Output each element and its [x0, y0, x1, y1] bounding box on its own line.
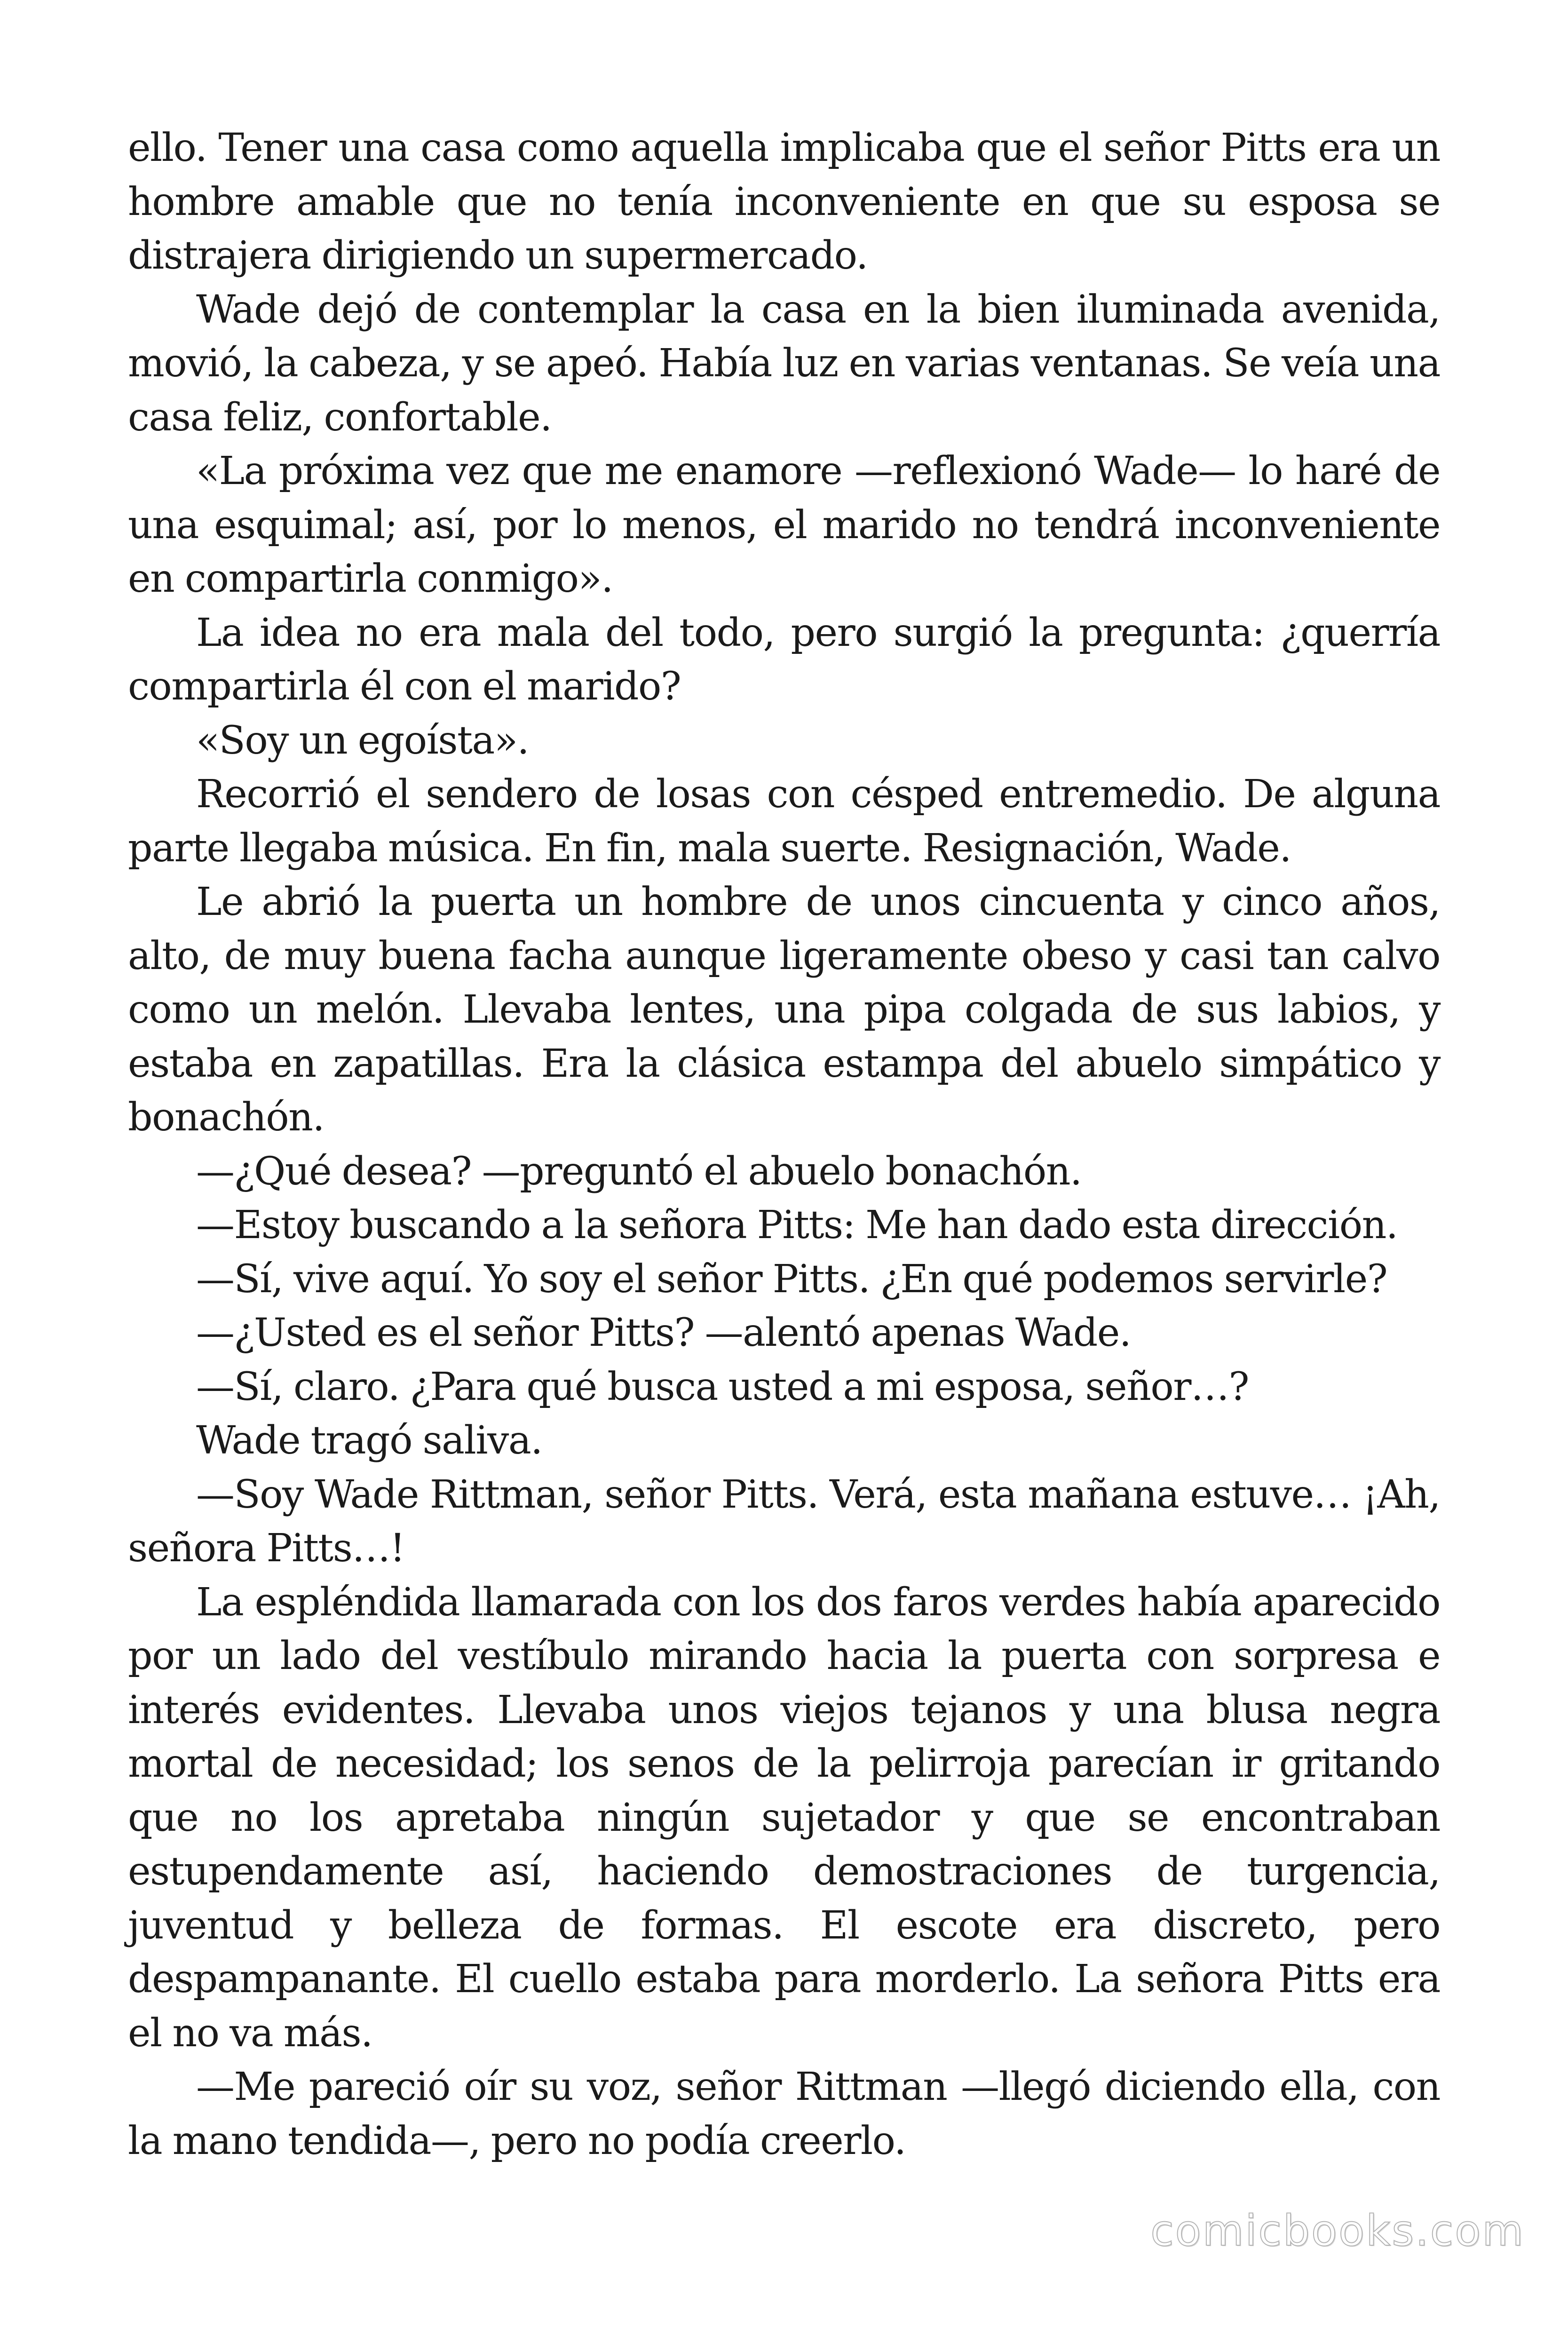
paragraph: —Sí, claro. ¿Para qué busca usted a mi esposa, señor…?	[196, 1364, 1249, 1409]
paragraph: —Estoy buscando a la señora Pitts: Me han dado esta dirección.	[196, 1203, 1398, 1248]
paragraph: Wade dejó de contemplar la casa en la bien iluminada avenida, movió, la cabeza, y se apeó. Había luz en varias ventanas. Se veía una casa feliz, confortable.	[128, 287, 1440, 440]
paragraph: «La próxima vez que me enamore —reflexionó Wade— lo haré de una esquimal; así, por lo menos, el marido no tendrá inconveniente en compartirla conmigo».	[128, 449, 1440, 601]
paragraph: Recorrió el sendero de losas con césped entremedio. De alguna parte llegaba música. En fin, mala suerte. Resignación, Wade.	[128, 772, 1440, 871]
paragraph: —¿Qué desea? —preguntó el abuelo bonachón.	[196, 1149, 1082, 1194]
watermark: comicbooks.com	[1150, 2206, 1525, 2256]
body-text	[128, 121, 1440, 2168]
paragraph: —Soy Wade Rittman, señor Pitts. Verá, esta mañana estuve… ¡Ah, señora Pitts…!	[128, 1472, 1440, 1571]
paragraph: —¿Usted es el señor Pitts? —alentó apenas Wade.	[196, 1311, 1131, 1355]
paragraph: —Sí, vive aquí. Yo soy el señor Pitts. ¿En qué podemos servirle?	[196, 1256, 1387, 1302]
paragraph: Le abrió la puerta un hombre de unos cincuenta y cinco años, alto, de muy buena facha aunque ligeramente obeso y casi tan calvo como un melón. Llevaba lentes, una pipa colgada de sus labios, y estaba en zapatillas. Era la clásica estampa del abuelo simpático y bonachón.	[128, 880, 1440, 1140]
paragraph: —Me pareció oír su voz, señor Rittman —llegó diciendo ella, con la mano tendida—, pero no podía creerlo.	[128, 2065, 1440, 2163]
paragraph: La idea no era mala del todo, pero surgió la pregunta: ¿querría compartirla él con el marido?	[128, 610, 1440, 709]
paragraph: Wade tragó saliva.	[196, 1418, 542, 1463]
paragraph: ello. Tener una casa como aquella implicaba que el señor Pitts era un hombre amable que no tenía inconveniente en que su esposa se distrajera dirigiendo un supermercado.	[128, 126, 1440, 278]
paragraph: La espléndida llamarada con los dos faros verdes había aparecido por un lado del vestíbulo mirando hacia la puerta con sorpresa e interés evidentes. Llevaba unos viejos tejanos y una blusa negra mortal de necesidad; los senos de la pelirroja parecían ir gritando que no los apretaba ningún sujetador y que se encontraban estupendamente así, haciendo demostraciones de turgencia, juventud y belleza de formas. El escote era discreto, pero despampanante. El cuello estaba para morderlo. La señora Pitts era el no va más.	[128, 1580, 1440, 2056]
paragraph: «Soy un egoísta».	[196, 718, 529, 763]
